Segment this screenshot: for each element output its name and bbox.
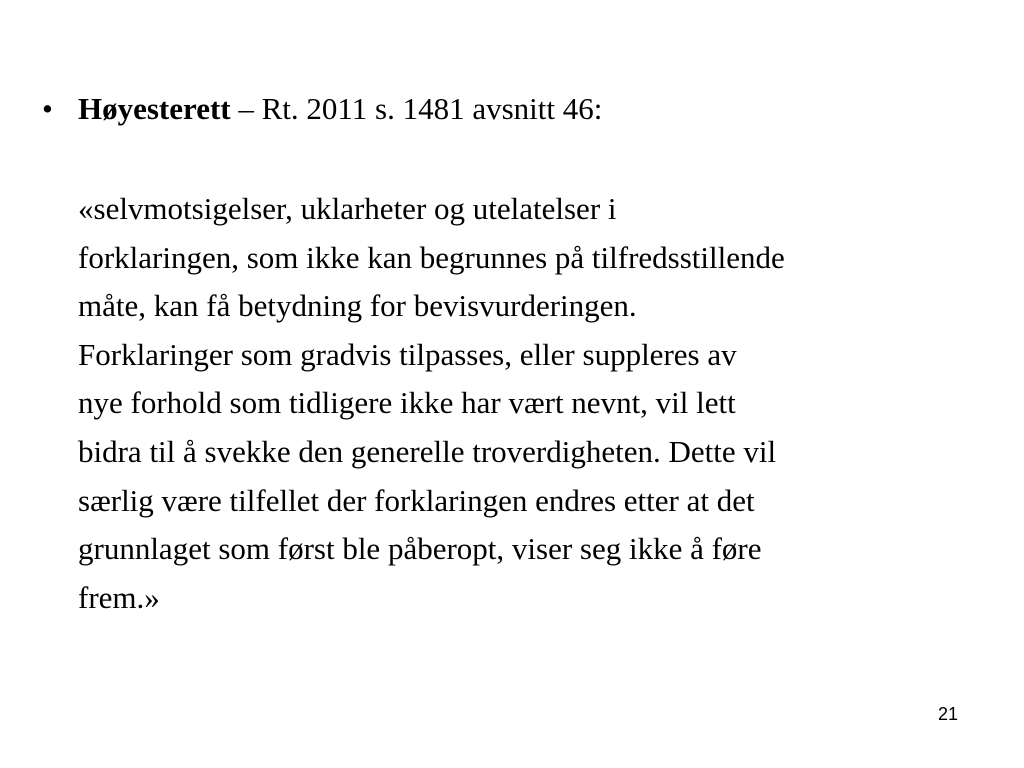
bullet-heading	[42, 84, 982, 134]
case-reference: – Rt. 2011 s. 1481 avsnitt 46:	[230, 91, 603, 126]
quote-line: grunnlaget som først ble påberopt, viser seg ikke å føre	[78, 531, 762, 567]
quote-line: nye forhold som tidligere ikke har vært nevnt, vil lett	[78, 385, 736, 421]
quote-line: Forklaringer som gradvis tilpasses, eller suppleres av	[78, 336, 737, 372]
quote-line: særlig være tilfellet der forklaringen endres etter at det	[78, 482, 755, 518]
quote-line: frem.»	[78, 579, 160, 615]
quote-line: bidra til å svekke den generelle troverdigheten. Dette vil	[78, 433, 777, 469]
page-number: 21	[938, 704, 959, 724]
quote-line: «selvmotsigelser, uklarheter og utelatelser i	[78, 191, 617, 226]
court-name: Høyesterett	[78, 91, 231, 126]
quote-line: forklaringen, som ikke kan begrunnes på tilfredsstillende	[78, 239, 785, 275]
quote-line: måte, kan få betydning for bevisvurderingen.	[78, 288, 637, 324]
quote-block	[78, 185, 998, 622]
bullet-marker: •	[42, 91, 53, 126]
